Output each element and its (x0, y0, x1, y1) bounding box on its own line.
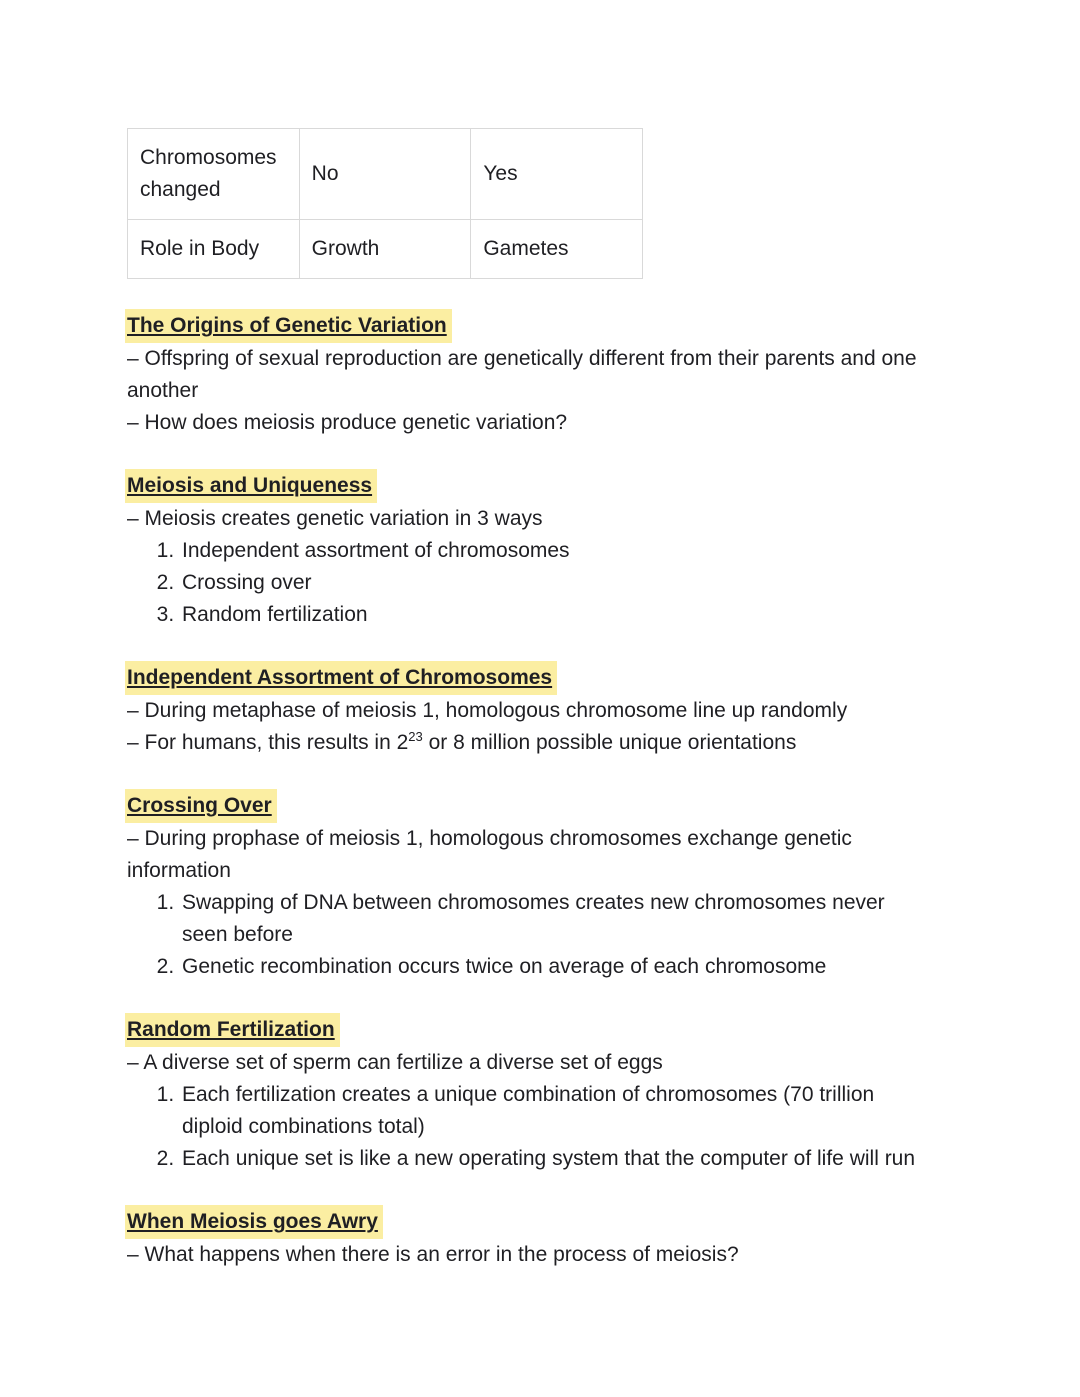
table-cell: Role in Body (128, 220, 300, 279)
section-heading: Independent Assortment of Chromosomes (125, 661, 557, 695)
section-heading-row (127, 1205, 927, 1239)
section-heading-row (127, 789, 927, 823)
numbered-item: 2. Genetic recombination occurs twice on average of each chromosome (180, 951, 927, 983)
numbered-item: 1. Swapping of DNA between chromosomes creates new chromosomes never seen before (180, 887, 927, 951)
section-heading: Random Fertilization (125, 1013, 340, 1047)
exponent: 23 (408, 729, 423, 744)
note-line: – What happens when there is an error in the process of meiosis? (127, 1243, 739, 1266)
section-heading-row (127, 309, 927, 343)
section-heading: When Meiosis goes Awry (125, 1205, 383, 1239)
note-line: – Offspring of sexual reproduction are genetically different from their parents and one another (127, 347, 917, 402)
note-line: – Meiosis creates genetic variation in 3 ways (127, 507, 543, 530)
meiosis-comparison-table (127, 128, 643, 279)
section-origins-of-genetic-variation (127, 309, 927, 439)
section-heading: Meiosis and Uniqueness (125, 469, 377, 503)
note-line: – During metaphase of meiosis 1, homologous chromosome line up randomly (127, 699, 848, 722)
section-heading-row (127, 661, 927, 695)
numbered-item: 1. Independent assortment of chromosomes (180, 535, 927, 567)
numbered-item: 3. Random fertilization (180, 599, 927, 631)
section-when-meiosis-goes-awry (127, 1205, 927, 1271)
note-line-with-exponent (127, 727, 927, 759)
table-row (128, 220, 643, 279)
note-line: – A diverse set of sperm can fertilize a diverse set of eggs (127, 1051, 663, 1074)
table-cell: Gametes (471, 220, 643, 279)
table-cell: No (299, 129, 471, 220)
section-random-fertilization (127, 1013, 927, 1175)
section-crossing-over (127, 789, 927, 983)
formula-prefix: – For humans, this results in 2 (127, 731, 409, 754)
table-row (128, 129, 643, 220)
section-heading-row (127, 469, 927, 503)
table-cell: Yes (471, 129, 643, 220)
section-meiosis-and-uniqueness (127, 469, 927, 631)
numbered-list (127, 887, 927, 983)
table-cell: Chromosomes changed (128, 129, 300, 220)
table-cell: Growth (299, 220, 471, 279)
section-heading-row (127, 1013, 927, 1047)
numbered-item: 1. Each fertilization creates a unique combination of chromosomes (70 trillion diploid combinations total) (180, 1079, 927, 1143)
numbered-list (127, 535, 927, 631)
note-line: – How does meiosis produce genetic variation? (127, 411, 568, 434)
numbered-item: 2. Each unique set is like a new operating system that the computer of life will run (180, 1143, 927, 1175)
section-independent-assortment (127, 661, 927, 759)
numbered-list (127, 1079, 927, 1175)
section-heading: The Origins of Genetic Variation (125, 309, 452, 343)
note-line: – During prophase of meiosis 1, homologous chromosomes exchange genetic information (127, 827, 852, 882)
section-heading: Crossing Over (125, 789, 277, 823)
formula-suffix: or 8 million possible unique orientations (422, 731, 797, 754)
numbered-item: 2. Crossing over (180, 567, 927, 599)
